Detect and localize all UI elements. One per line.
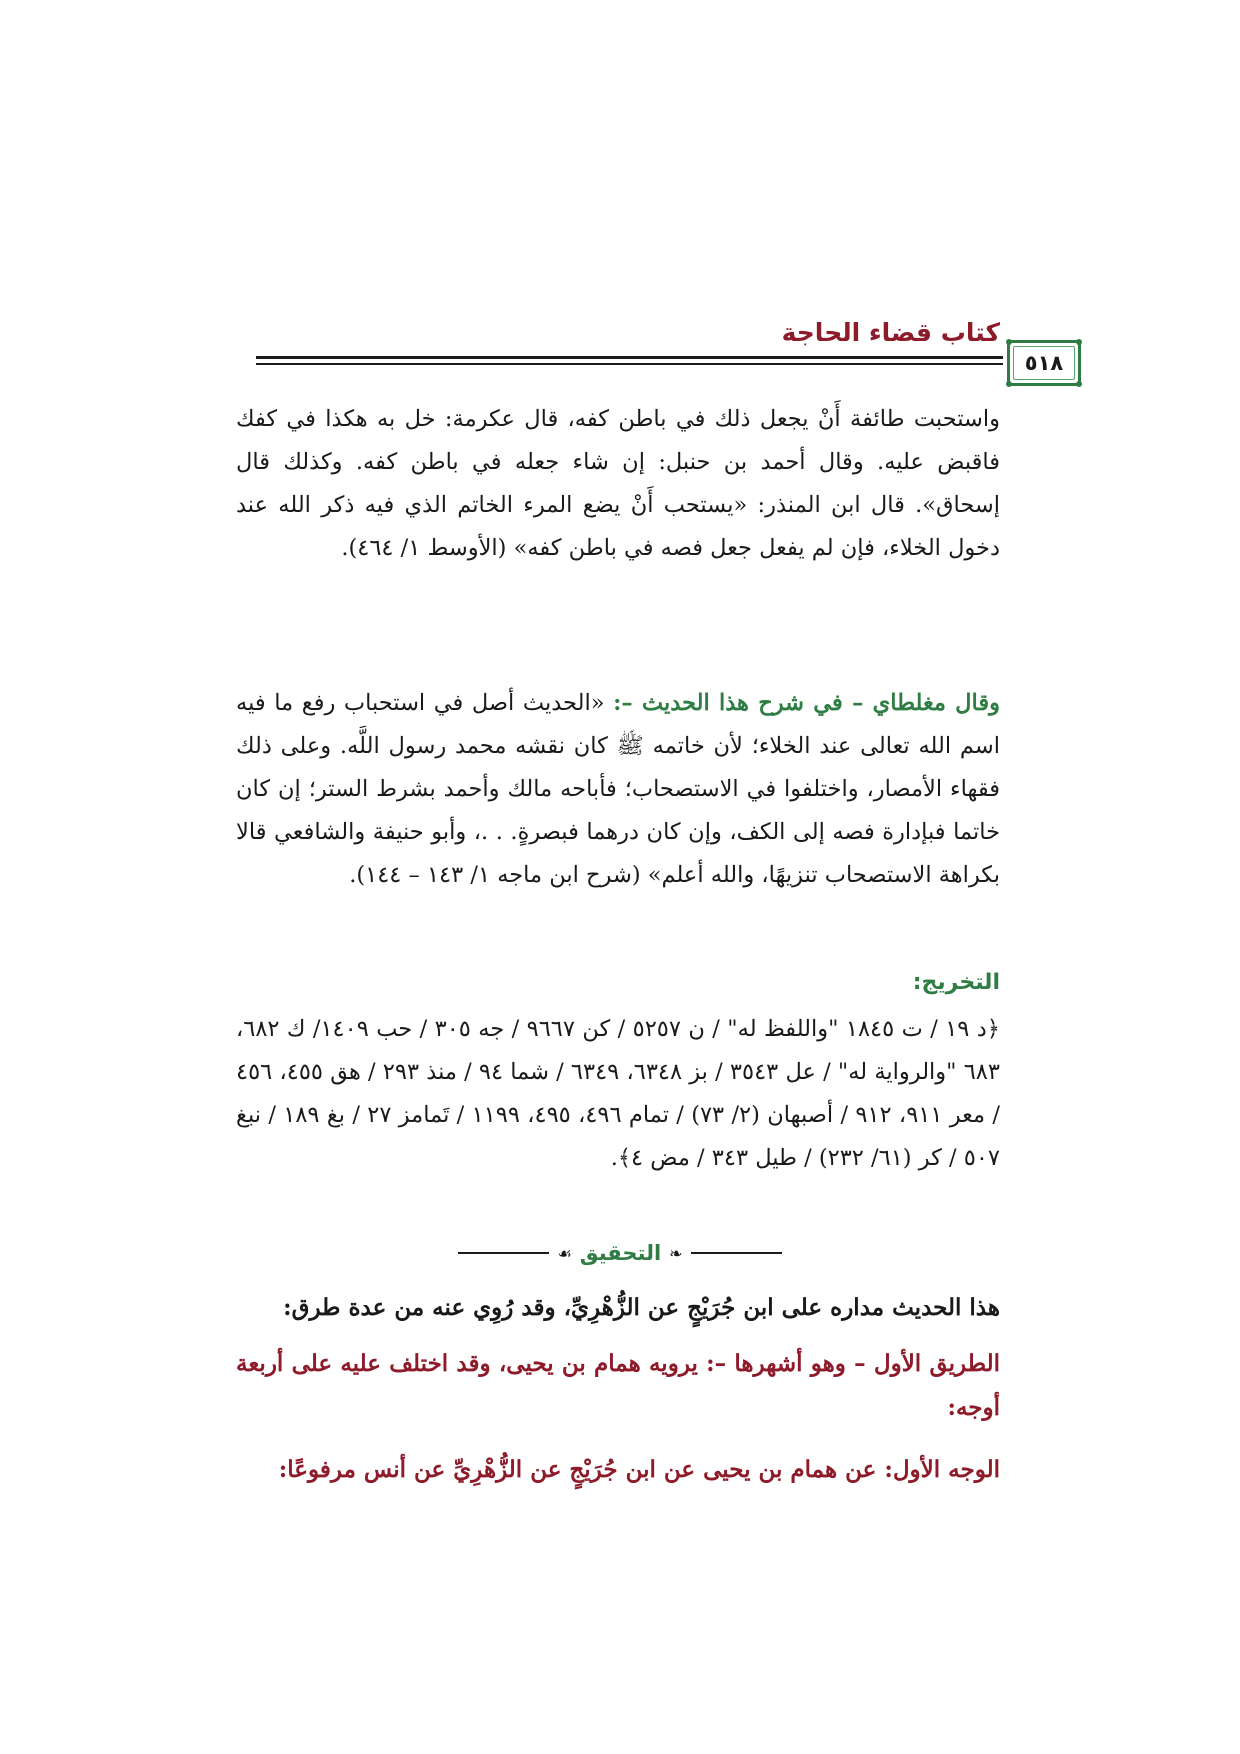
page-number-badge [1007, 340, 1081, 386]
header-rule-short [959, 356, 1000, 358]
first-aspect-text: عن همام بن يحيى عن ابن جُرَيْجٍ عن الزُّهْرِيِّ عن أنس مرفوعًا: [278, 1456, 885, 1483]
takhrij-label: التخريج: [912, 970, 1000, 995]
ornament-line [691, 1252, 782, 1254]
paragraph-1 [236, 398, 1000, 570]
takhrij-references [236, 1008, 1000, 1180]
swirl-ornament-icon: ☙ [557, 1243, 572, 1263]
first-aspect-lead: الوجه الأول: [884, 1456, 1000, 1483]
tahqiq-title: التحقيق [579, 1241, 662, 1265]
paragraph-1-text: واستحبت طائفة أَنْ يجعل ذلك في باطن كفه، قال عكرمة: خل به هكذا في كفك فاقبض عليه. وقال أحمد بن حنبل: إن شاء جعله في باطن كفه. وكذلك قال إسحاق». قال ابن المنذر: «يستحب أَنْ يضع المرء الخاتم الذي فيه ذكر الله عند دخول الخلاء، فإن لم يفعل جعل فصه في باطن كفه» (الأوسط ١/ ٤٦٤). [236, 406, 1000, 561]
paragraph-2-text: «الحديث أصل في استحباب رفع ما فيه اسم الله تعالى عند الخلاء؛ لأن خاتمه ﷺ كان نقشه محمد رسول اللَّه. وعلى ذلك فقهاء الأمصار، واختلفوا في الاستصحاب؛ فأباحه مالك وأحمد بشرط الستر؛ إن كان خاتما فبإدارة فصه إلى الكف، وإن كان درهما فبصرةٍ. . .، وأبو حنيفة والشافعي قالا بكراهة الاستصحاب تنزيهًا، والله أعلم» (شرح ابن ماجه ١/ ١٤٣ – ١٤٤). [236, 690, 1000, 888]
paragraph-2 [236, 682, 1000, 897]
running-title: كتاب قضاء الحاجة [781, 318, 1000, 347]
swirl-ornament-icon: ❧ [669, 1243, 683, 1263]
intro-line: هذا الحديث مداره على ابن جُرَيْجٍ عن الزُّهْرِيِّ، وقد رُوِي عنه من عدة طرق: [283, 1294, 1000, 1321]
paragraph-2-lead: وقال مغلطاي – في شرح هذا الحديث –: [613, 690, 1000, 716]
takhrij-text: ﴿د ١٩ / ت ١٨٤٥ "واللفظ له" / ن ٥٢٥٧ / كن ٩٦٦٧ / جه ٣٠٥ / حب ١٤٠٩/ ك ٦٨٢، ٦٨٣ "والرواية له" / عل ٣٥٤٣ / بز ٦٣٤٨، ٦٣٤٩ / شما ٩٤ / منذ ٢٩٣ / هق ٤٥٥، ٤٥٦ / معر ٩١١، ٩١٢ / أصبهان (٢/ ٧٣) / تمام ٤٩٦، ٤٩٥، ١١٩٩ / تَمامز ٢٧ / بغ ١٨٩ / نبغ ٥٠٧ / كر (٦١/ ٢٣٢) / طيل ٣٤٣ / مض ٤﴾. [236, 1016, 1000, 1171]
header-rule [256, 363, 1003, 365]
first-aspect [236, 1448, 1000, 1492]
first-route: الطريق الأول – وهو أشهرها –: يرويه همام بن يحيى، وقد اختلف عليه على أربعة أوجه: [236, 1350, 1000, 1421]
header-rule-short [959, 363, 1000, 365]
page-number: ٥١٨ [1024, 351, 1064, 375]
ornament-line [458, 1252, 549, 1254]
tahqiq-heading [458, 1240, 782, 1266]
header-rule [256, 356, 1003, 359]
